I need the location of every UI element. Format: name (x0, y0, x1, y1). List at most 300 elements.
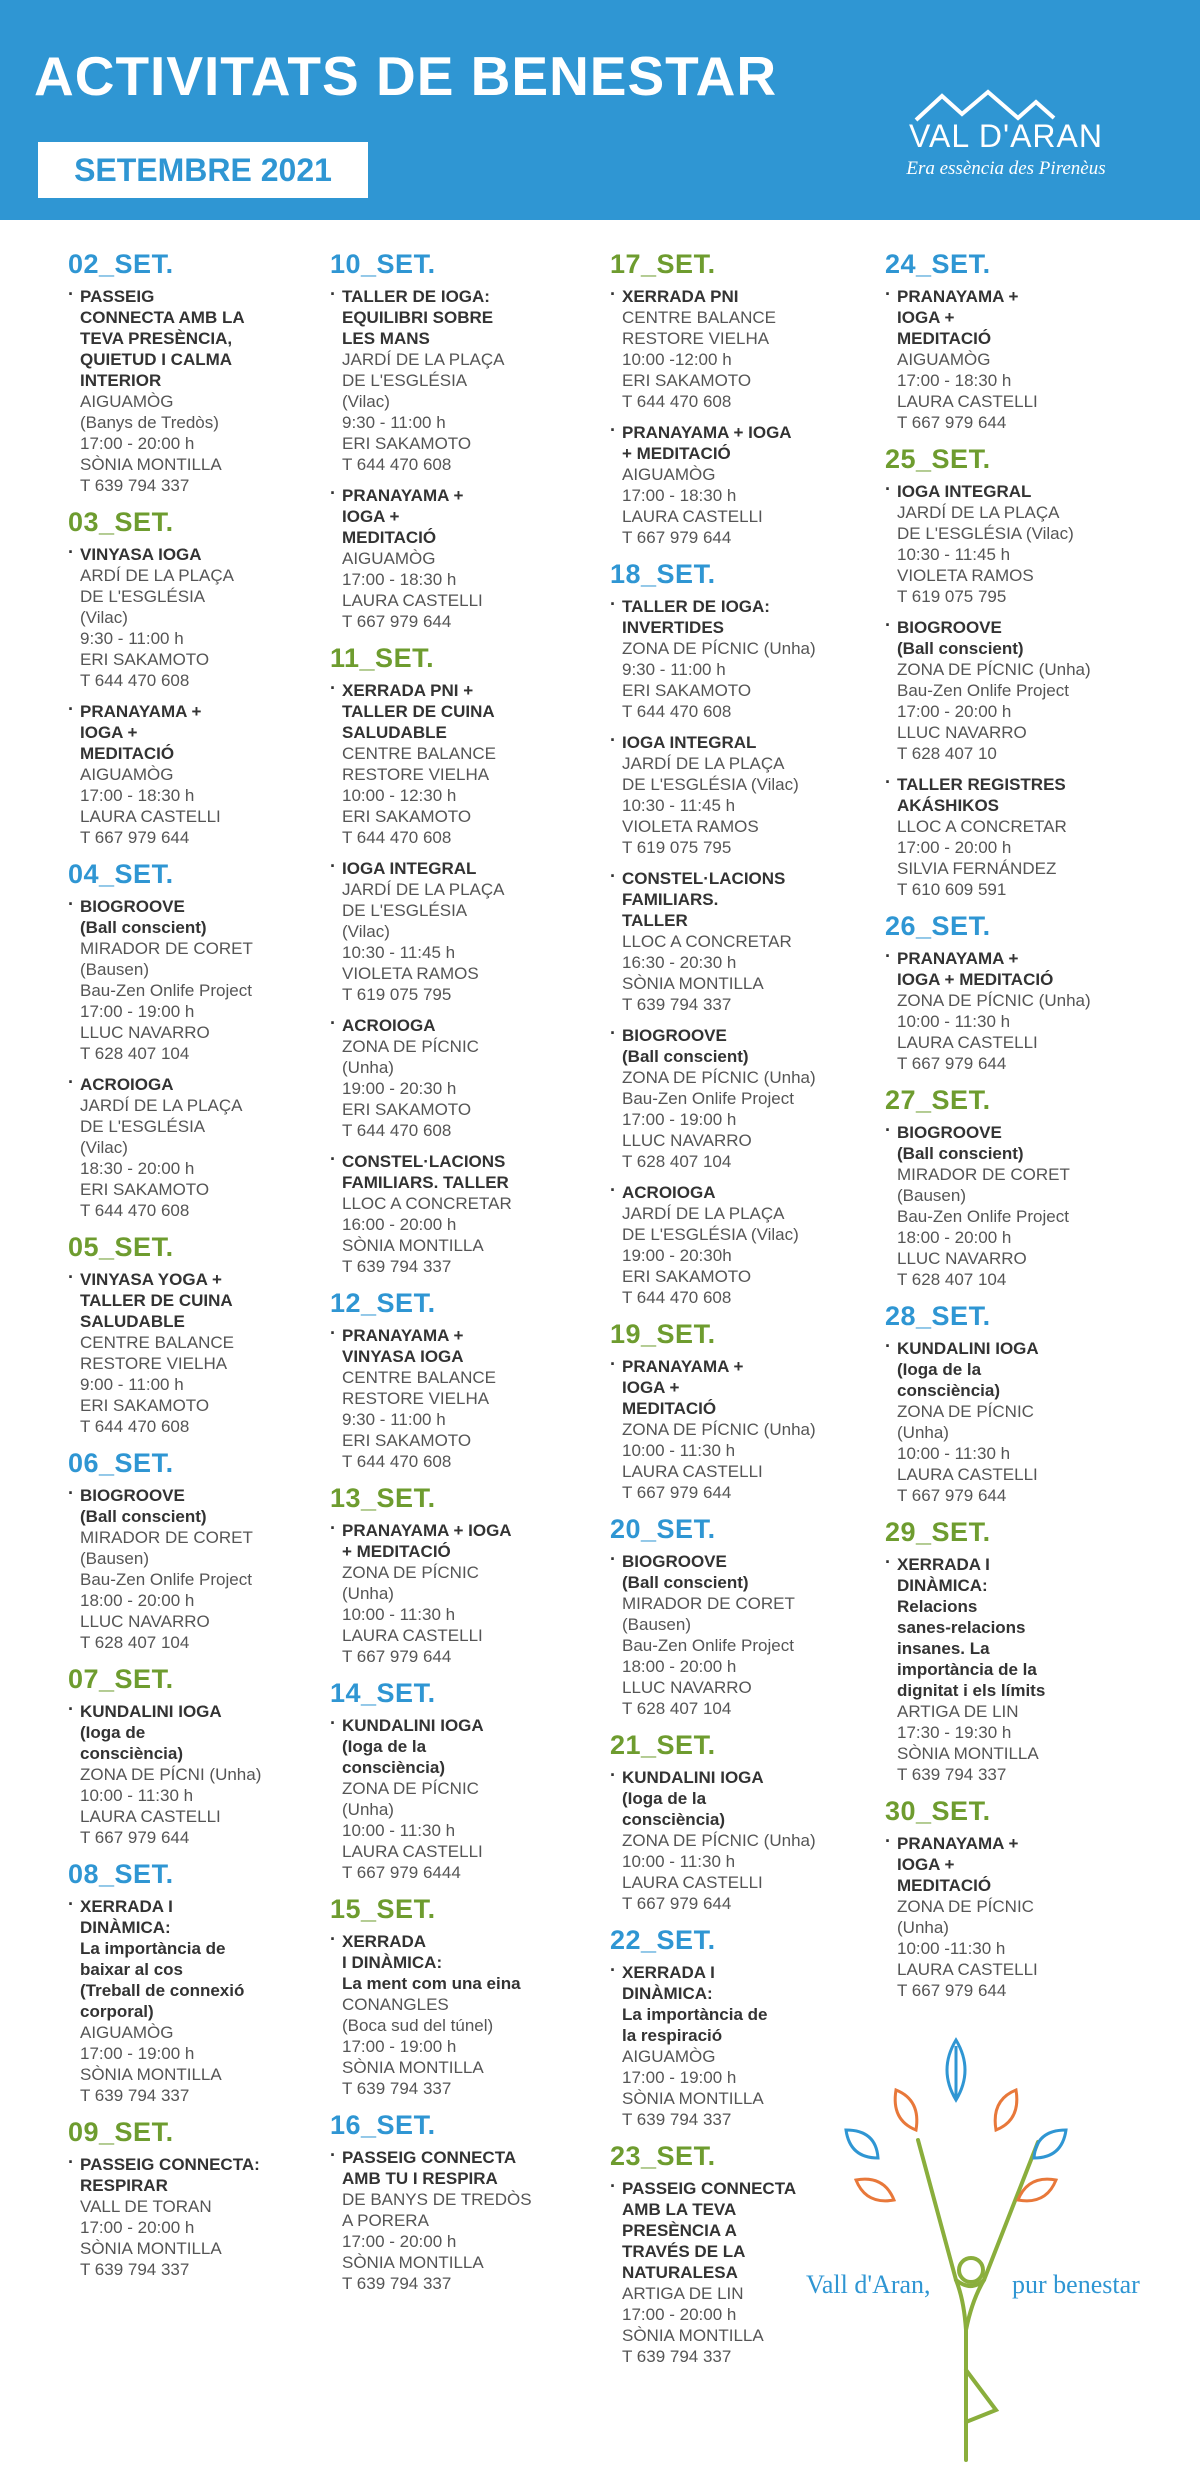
activity-title: · PASSEIG CONNECTA: RESPIRAR (80, 2155, 260, 2195)
activity-title: · PRANAYAMA + IOGA + MEDITACIÓ (622, 423, 792, 463)
activity-detail: LLUC NAVARRO (897, 723, 1027, 742)
activity-detail: ERI SAKAMOTO (80, 650, 210, 669)
activity-item (610, 1767, 860, 1914)
activity-detail: T 667 979 644 (897, 1486, 1007, 1505)
day-block (610, 558, 860, 1308)
day-date: 18_SET. (610, 559, 716, 589)
activity-detail: CENTRE BALANCE (622, 308, 776, 327)
day-block (68, 2116, 318, 2280)
activity-item (330, 1151, 580, 1277)
activity-detail: T 619 075 795 (342, 985, 452, 1004)
day-date: 02_SET. (68, 249, 174, 279)
slogan-right: pur benestar (1012, 2270, 1140, 2299)
activity-detail: 18:00 - 20:00 h (622, 1657, 737, 1676)
activity-detail: ZONA DE PÍCNIC (897, 1897, 1034, 1916)
activity-title: · XERRADA PNI (622, 287, 739, 306)
activity-detail: 17:00 - 20:00 h (622, 2305, 737, 2324)
activity-title: · KUNDALINI IOGA (Ioga de la consciència) (897, 1339, 1039, 1400)
activity-detail: LAURA CASTELLI (622, 1462, 763, 1481)
activity-title: · BIOGROOVE (Ball conscient) (622, 1026, 749, 1066)
activity-detail: LAURA CASTELLI (80, 807, 221, 826)
activity-item (610, 1356, 860, 1503)
activity-title: · KUNDALINI IOGA (Ioga de la consciència) (342, 1716, 484, 1777)
day-date: 27_SET. (885, 1085, 991, 1115)
activity-detail: T 667 979 6444 (342, 1863, 461, 1882)
activity-detail: 17:00 - 20:00 h (897, 838, 1012, 857)
activity-item (68, 1074, 318, 1221)
activity-detail: 9:00 - 11:00 h (80, 1375, 184, 1394)
activity-detail: 9:30 - 11:00 h (342, 1410, 446, 1429)
activity-detail: AIGUAMÒG (80, 392, 174, 411)
activity-detail: AIGUAMÒG (80, 2023, 174, 2042)
activity-detail: T 644 470 608 (622, 1288, 732, 1307)
activity-detail: LAURA CASTELLI (342, 591, 483, 610)
activity-detail: SÒNIA MONTILLA (897, 1744, 1039, 1763)
day-date: 09_SET. (68, 2117, 174, 2147)
activity-detail: T 644 470 608 (342, 1452, 452, 1471)
day-block (330, 248, 580, 632)
activity-detail: Bau-Zen Onlife Project (80, 981, 252, 1000)
activity-detail: RESTORE VIELHA (80, 1354, 228, 1373)
activity-item (885, 481, 1135, 607)
activity-detail: 10:00 - 11:30 h (897, 1012, 1011, 1031)
activity-detail: DE L'ESGLÉSIA (Vilac) (897, 524, 1074, 543)
activity-detail: ZONA DE PÍCNIC (342, 1037, 479, 1056)
activity-detail: 17:00 - 19:00 h (342, 2037, 457, 2056)
activity-detail: LLUC NAVARRO (80, 1612, 210, 1631)
day-date: 23_SET. (610, 2141, 716, 2171)
activity-detail: T 619 075 795 (622, 838, 732, 857)
activity-title: · ACROIOGA (342, 1016, 436, 1035)
activity-item (330, 858, 580, 1005)
activity-item (885, 617, 1135, 764)
activity-detail: ERI SAKAMOTO (622, 681, 752, 700)
activity-detail: T 644 470 608 (80, 671, 190, 690)
day-block (885, 443, 1135, 900)
activity-detail: 10:00 -11:30 h (897, 1939, 1006, 1958)
activity-detail: 17:00 - 19:00 h (622, 1110, 737, 1129)
day-block (68, 248, 318, 496)
activity-title: · PASSEIG CONNECTA AMB TU I RESPIRA (342, 2148, 517, 2188)
activity-detail: LAURA CASTELLI (342, 1626, 483, 1645)
activity-detail: ERI SAKAMOTO (342, 1100, 472, 1119)
activity-detail: T 644 470 608 (342, 1121, 452, 1140)
activity-detail: JARDÍ DE LA PLAÇA (342, 880, 505, 899)
activity-detail: T 667 979 644 (622, 1483, 732, 1502)
day-block (610, 248, 860, 548)
activity-detail: (Banys de Tredòs) (80, 413, 219, 432)
activity-item (68, 896, 318, 1064)
schedule-column (330, 248, 580, 2304)
activity-detail: 18:00 - 20:00 h (897, 1228, 1012, 1247)
activity-detail: T 639 794 337 (622, 2110, 732, 2129)
day-date: 08_SET. (68, 1859, 174, 1889)
activity-detail: CONANGLES (342, 1995, 449, 2014)
val-daran-logo (886, 88, 1126, 188)
activity-detail: 10:30 - 11:45 h (622, 796, 736, 815)
logo-tagline: Era essència des Pirenèus (906, 158, 1106, 179)
activity-item (68, 544, 318, 691)
day-date: 07_SET. (68, 1664, 174, 1694)
activity-detail: 10:00 - 12:30 h (342, 786, 457, 805)
activity-detail: ZONA DE PÍCNIC (Unha) (622, 1420, 816, 1439)
activity-detail: T 619 075 795 (897, 587, 1007, 606)
activity-title: · XERRADA I DINÀMICA: La importància de baixar al cos (Treball de connexió corporal) (80, 1897, 245, 2021)
activity-item (610, 732, 860, 858)
day-block (610, 1729, 860, 1914)
activity-detail: Bau-Zen Onlife Project (622, 1089, 794, 1108)
activity-detail: T 639 794 337 (622, 995, 732, 1014)
activity-detail: (Vilac) (80, 1138, 128, 1157)
activity-detail: ZONA DE PÍCNI (Unha) (80, 1765, 262, 1784)
activity-detail: DE L'ESGLÉSIA (342, 371, 468, 390)
activity-detail: 16:00 - 20:00 h (342, 1215, 457, 1234)
activity-detail: SILVIA FERNÁNDEZ (897, 859, 1057, 878)
activity-title: · PRANAYAMA + IOGA + MEDITACIÓ (897, 1834, 1019, 1895)
activity-detail: 16:30 - 20:30 h (622, 953, 737, 972)
activity-detail: DE L'ESGLÉSIA (80, 587, 206, 606)
activity-title: · PRANAYAMA + IOGA + MEDITACIÓ (342, 486, 464, 547)
activity-item (68, 1701, 318, 1848)
activity-detail: (Bausen) (897, 1186, 966, 1205)
activity-detail: T 639 794 337 (342, 2274, 452, 2293)
activity-detail: T 644 470 608 (622, 392, 732, 411)
activity-item (610, 596, 860, 722)
activity-detail: MIRADOR DE CORET (80, 1528, 253, 1547)
activity-detail: T 628 407 104 (80, 1044, 190, 1063)
day-block (610, 1513, 860, 1719)
activity-detail: JARDÍ DE LA PLAÇA (622, 1204, 785, 1223)
activity-detail: (Unha) (342, 1058, 394, 1077)
activity-detail: T 667 979 644 (342, 612, 452, 631)
activity-item (610, 286, 860, 412)
activity-detail: ZONA DE PÍCNIC (Unha) (622, 1831, 816, 1850)
activity-title: · PASSEIG CONNECTA AMB LA TEVA PRESÈNCIA A TRAVÉS DE LA NATURALESA (622, 2179, 797, 2282)
activity-detail: DE L'ESGLÉSIA (80, 1117, 206, 1136)
activity-detail: RESTORE VIELHA (622, 329, 770, 348)
activity-detail: (Unha) (897, 1918, 949, 1937)
tree-figure-illustration (806, 2030, 1186, 2470)
activity-detail: 17:00 - 19:00 h (80, 1002, 195, 1021)
activity-title: · PRANAYAMA + IOGA + MEDITACIÓ (622, 1357, 744, 1418)
activity-detail: LLOC A CONCRETAR (897, 817, 1067, 836)
activity-item (610, 422, 860, 548)
activity-detail: T 628 407 104 (622, 1699, 732, 1718)
activity-detail: SÒNIA MONTILLA (342, 2253, 484, 2272)
activity-item (885, 1338, 1135, 1506)
activity-item (885, 948, 1135, 1074)
activity-detail: ZONA DE PÍCNIC (Unha) (897, 660, 1091, 679)
activity-detail: Bau-Zen Onlife Project (80, 1570, 252, 1589)
activity-detail: ARDÍ DE LA PLAÇA (80, 566, 235, 585)
mountains-icon (896, 88, 1116, 122)
day-block (885, 1084, 1135, 1290)
activity-detail: DE L'ESGLÉSIA (342, 901, 468, 920)
page-title: ACTIVITATS DE BENESTAR (34, 45, 778, 107)
month-label: SETEMBRE 2021 (74, 152, 332, 188)
day-date: 24_SET. (885, 249, 991, 279)
day-date: 22_SET. (610, 1925, 716, 1955)
activity-detail: SÒNIA MONTILLA (342, 1236, 484, 1255)
activity-detail: T 667 979 644 (622, 1894, 732, 1913)
activity-detail: LLOC A CONCRETAR (342, 1194, 512, 1213)
activity-detail: 10:00 - 11:30 h (80, 1786, 194, 1805)
activity-detail: T 628 407 104 (897, 1270, 1007, 1289)
activity-detail: VIOLETA RAMOS (897, 566, 1034, 585)
activity-item (610, 1551, 860, 1719)
activity-title: · CONSTEL·LACIONS FAMILIARS. TALLER (342, 1152, 509, 1192)
activity-detail: CENTRE BALANCE (80, 1333, 234, 1352)
activity-title: · KUNDALINI IOGA (Ioga de la consciència) (622, 1768, 764, 1829)
activity-detail: 10:00 - 11:30 h (342, 1605, 456, 1624)
activity-detail: T 639 794 337 (622, 2347, 732, 2366)
day-date: 29_SET. (885, 1517, 991, 1547)
activity-detail: RESTORE VIELHA (342, 1389, 490, 1408)
activity-detail: Bau-Zen Onlife Project (622, 1636, 794, 1655)
activity-title: · IOGA INTEGRAL (622, 733, 757, 752)
activity-detail: SÒNIA MONTILLA (622, 2089, 764, 2108)
activity-detail: T 644 470 608 (342, 828, 452, 847)
activity-detail: (Bausen) (80, 960, 149, 979)
activity-detail: (Unha) (897, 1423, 949, 1442)
activity-title: · PRANAYAMA + IOGA + MEDITACIÓ (342, 1521, 512, 1561)
activity-detail: 10:00 - 11:30 h (342, 1821, 456, 1840)
activity-item (610, 1025, 860, 1172)
activity-detail: LLUC NAVARRO (622, 1131, 752, 1150)
activity-detail: CENTRE BALANCE (342, 744, 496, 763)
schedule-column (885, 248, 1135, 2011)
activity-item (885, 286, 1135, 433)
activity-item (330, 1325, 580, 1472)
activity-detail: ZONA DE PÍCNIC (Unha) (622, 1068, 816, 1087)
activity-detail: 19:00 - 20:30h (622, 1246, 732, 1265)
activity-detail: LLUC NAVARRO (80, 1023, 210, 1042)
activity-detail: ARTIGA DE LIN (897, 1702, 1019, 1721)
activity-detail: (Vilac) (342, 392, 390, 411)
activity-item (68, 2154, 318, 2280)
activity-detail: 10:00 -12:00 h (622, 350, 732, 369)
activity-title: · XERRADA I DINÀMICA: La importància de la respiració (622, 1963, 768, 2045)
day-date: 12_SET. (330, 1288, 436, 1318)
activity-item (330, 1520, 580, 1667)
logo-name: VAL D'ARAN (909, 118, 1103, 154)
activity-detail: JARDÍ DE LA PLAÇA (622, 754, 785, 773)
activity-detail: ERI SAKAMOTO (342, 807, 472, 826)
activity-title: · XERRADA I DINÀMICA: La ment com una eina (342, 1932, 521, 1993)
activity-item (330, 286, 580, 475)
activity-detail: 10:30 - 11:45 h (342, 943, 456, 962)
activity-detail: T 667 979 644 (342, 1647, 452, 1666)
activity-detail: AIGUAMÒG (622, 2047, 716, 2066)
activity-title: · ACROIOGA (622, 1183, 716, 1202)
slogan-left: Vall d'Aran, (806, 2270, 931, 2299)
activity-detail: 17:30 - 19:30 h (897, 1723, 1012, 1742)
activity-detail: MIRADOR DE CORET (897, 1165, 1070, 1184)
day-date: 14_SET. (330, 1678, 436, 1708)
activity-detail: 17:00 - 20:00 h (342, 2232, 457, 2251)
activity-detail: VIOLETA RAMOS (342, 964, 479, 983)
activity-detail: T 639 794 337 (897, 1765, 1007, 1784)
activity-title: · ACROIOGA (80, 1075, 174, 1094)
activity-item (68, 1269, 318, 1437)
day-date: 10_SET. (330, 249, 436, 279)
activity-detail: 9:30 - 11:00 h (80, 629, 184, 648)
activity-detail: 17:00 - 18:30 h (342, 570, 457, 589)
day-block (885, 1516, 1135, 1785)
activity-detail: LAURA CASTELLI (897, 1465, 1038, 1484)
activity-detail: (Bausen) (622, 1615, 691, 1634)
tree-figure-icon (806, 2030, 1186, 2470)
activity-detail: T 667 979 644 (897, 1054, 1007, 1073)
activity-detail: 9:30 - 11:00 h (342, 413, 446, 432)
day-block (330, 2109, 580, 2294)
activity-title: · CONSTEL·LACIONS FAMILIARS. TALLER (622, 869, 786, 930)
day-date: 13_SET. (330, 1483, 436, 1513)
activity-title: · BIOGROOVE (Ball conscient) (80, 1486, 207, 1526)
header-banner (0, 0, 1200, 220)
activity-detail: MIRADOR DE CORET (622, 1594, 795, 1613)
activity-detail: ARTIGA DE LIN (622, 2284, 744, 2303)
activity-title: · PRANAYAMA + IOGA + MEDITACIÓ (897, 949, 1054, 989)
activity-detail: DE L'ESGLÉSIA (Vilac) (622, 1225, 799, 1244)
activity-title: · TALLER DE IOGA: EQUILIBRI SOBRE LES MANS (342, 287, 494, 348)
activity-detail: JARDÍ DE LA PLAÇA (80, 1096, 243, 1115)
activity-item (885, 774, 1135, 900)
activity-title: · BIOGROOVE (Ball conscient) (897, 618, 1024, 658)
activity-detail: 17:00 - 20:00 h (80, 2218, 195, 2237)
activity-detail: LLUC NAVARRO (622, 1678, 752, 1697)
activity-detail: LAURA CASTELLI (897, 392, 1038, 411)
day-date: 30_SET. (885, 1796, 991, 1826)
activity-detail: A PORERA (342, 2211, 429, 2230)
activity-item (330, 485, 580, 632)
activity-detail: T 639 794 337 (80, 2260, 190, 2279)
activity-detail: ERI SAKAMOTO (342, 434, 472, 453)
activity-detail: T 644 470 608 (342, 455, 452, 474)
activity-detail: MIRADOR DE CORET (80, 939, 253, 958)
activity-title: · PRANAYAMA + VINYASA IOGA (342, 1326, 464, 1366)
activity-item (330, 1015, 580, 1141)
day-block (885, 1300, 1135, 1506)
activity-detail: (Vilac) (342, 922, 390, 941)
day-block (885, 248, 1135, 433)
activity-detail: AIGUAMÒG (622, 465, 716, 484)
activity-detail: T 644 470 608 (80, 1417, 190, 1436)
activity-detail: T 610 609 591 (897, 880, 1007, 899)
activity-item (330, 1931, 580, 2099)
activity-detail: 10:30 - 11:45 h (897, 545, 1011, 564)
activity-detail: 17:00 - 20:00 h (80, 434, 195, 453)
activity-item (330, 1715, 580, 1883)
activity-detail: 10:00 - 11:30 h (622, 1441, 736, 1460)
activity-detail: AIGUAMÒG (342, 549, 436, 568)
day-block (68, 1447, 318, 1653)
activity-detail: (Bausen) (80, 1549, 149, 1568)
activity-title: · PRANAYAMA + IOGA + MEDITACIÓ (897, 287, 1019, 348)
activity-detail: 17:00 - 18:30 h (897, 371, 1012, 390)
activity-detail: LAURA CASTELLI (80, 1807, 221, 1826)
activity-detail: LAURA CASTELLI (897, 1033, 1038, 1052)
activity-detail: T 667 979 644 (622, 528, 732, 547)
day-block (68, 1663, 318, 1848)
day-date: 17_SET. (610, 249, 716, 279)
activity-item (610, 868, 860, 1015)
month-badge (38, 142, 368, 198)
activity-detail: ERI SAKAMOTO (622, 1267, 752, 1286)
activity-detail: 17:00 - 18:30 h (622, 486, 737, 505)
day-block (330, 1482, 580, 1667)
activity-detail: 18:30 - 20:00 h (80, 1159, 195, 1178)
activity-title: · XERRADA PNI + TALLER DE CUINA SALUDABLE (342, 681, 495, 742)
activity-detail: 17:00 - 20:00 h (897, 702, 1012, 721)
day-date: 06_SET. (68, 1448, 174, 1478)
activity-title: · PRANAYAMA + IOGA + MEDITACIÓ (80, 702, 202, 763)
activity-detail: LLOC A CONCRETAR (622, 932, 792, 951)
activity-detail: T 667 979 644 (80, 1828, 190, 1847)
day-block (330, 1677, 580, 1883)
activity-item (68, 286, 318, 496)
day-block (68, 1231, 318, 1437)
activity-detail: DE L'ESGLÉSIA (Vilac) (622, 775, 799, 794)
activity-detail: T 639 794 337 (80, 2086, 190, 2105)
activity-detail: SÒNIA MONTILLA (622, 2326, 764, 2345)
day-date: 20_SET. (610, 1514, 716, 1544)
activity-detail: (Boca sud del túnel) (342, 2016, 494, 2035)
activity-detail: DE BANYS DE TREDÒS (342, 2190, 532, 2209)
activity-detail: ZONA DE PÍCNIC (Unha) (897, 991, 1091, 1010)
activity-detail: ZONA DE PÍCNIC (342, 1779, 479, 1798)
activity-detail: T 667 979 644 (897, 1981, 1007, 2000)
activity-detail: SÒNIA MONTILLA (342, 2058, 484, 2077)
activity-detail: VALL DE TORAN (80, 2197, 212, 2216)
activity-title: · XERRADA I DINÀMICA: Relacions sanes-relacions insanes. La importància de la dignitat i els límits (897, 1555, 1046, 1700)
day-block (330, 1287, 580, 1472)
activity-title: · IOGA INTEGRAL (342, 859, 477, 878)
activity-detail: T 639 794 337 (342, 2079, 452, 2098)
day-date: 15_SET. (330, 1894, 436, 1924)
activity-detail: T 644 470 608 (622, 702, 732, 721)
activity-detail: ZONA DE PÍCNIC (Unha) (622, 639, 816, 658)
activity-detail: ZONA DE PÍCNIC (342, 1563, 479, 1582)
activity-detail: T 628 407 104 (80, 1633, 190, 1652)
schedule-column (68, 248, 318, 2290)
activity-detail: 10:00 - 11:30 h (897, 1444, 1011, 1463)
day-date: 16_SET. (330, 2110, 436, 2140)
activity-detail: LAURA CASTELLI (622, 507, 763, 526)
day-block (330, 1893, 580, 2099)
activity-detail: 17:00 - 18:30 h (80, 786, 195, 805)
activity-title: · TALLER DE IOGA: INVERTIDES (622, 597, 770, 637)
activity-item (68, 701, 318, 848)
day-date: 04_SET. (68, 859, 174, 889)
day-block (885, 1795, 1135, 2001)
activity-detail: Bau-Zen Onlife Project (897, 1207, 1069, 1226)
activity-item (885, 1833, 1135, 2001)
activity-item (330, 2147, 580, 2294)
activity-item (68, 1485, 318, 1653)
activity-item (885, 1122, 1135, 1290)
day-block (885, 910, 1135, 1074)
activity-detail: 17:00 - 19:00 h (622, 2068, 737, 2087)
activity-title: · VINYASA IOGA (80, 545, 202, 564)
day-date: 26_SET. (885, 911, 991, 941)
activity-detail: T 628 407 10 (897, 744, 997, 763)
day-date: 25_SET. (885, 444, 991, 474)
activity-detail: (Vilac) (80, 608, 128, 627)
activity-detail: (Unha) (342, 1800, 394, 1819)
day-date: 21_SET. (610, 1730, 716, 1760)
activity-detail: 17:00 - 19:00 h (80, 2044, 195, 2063)
